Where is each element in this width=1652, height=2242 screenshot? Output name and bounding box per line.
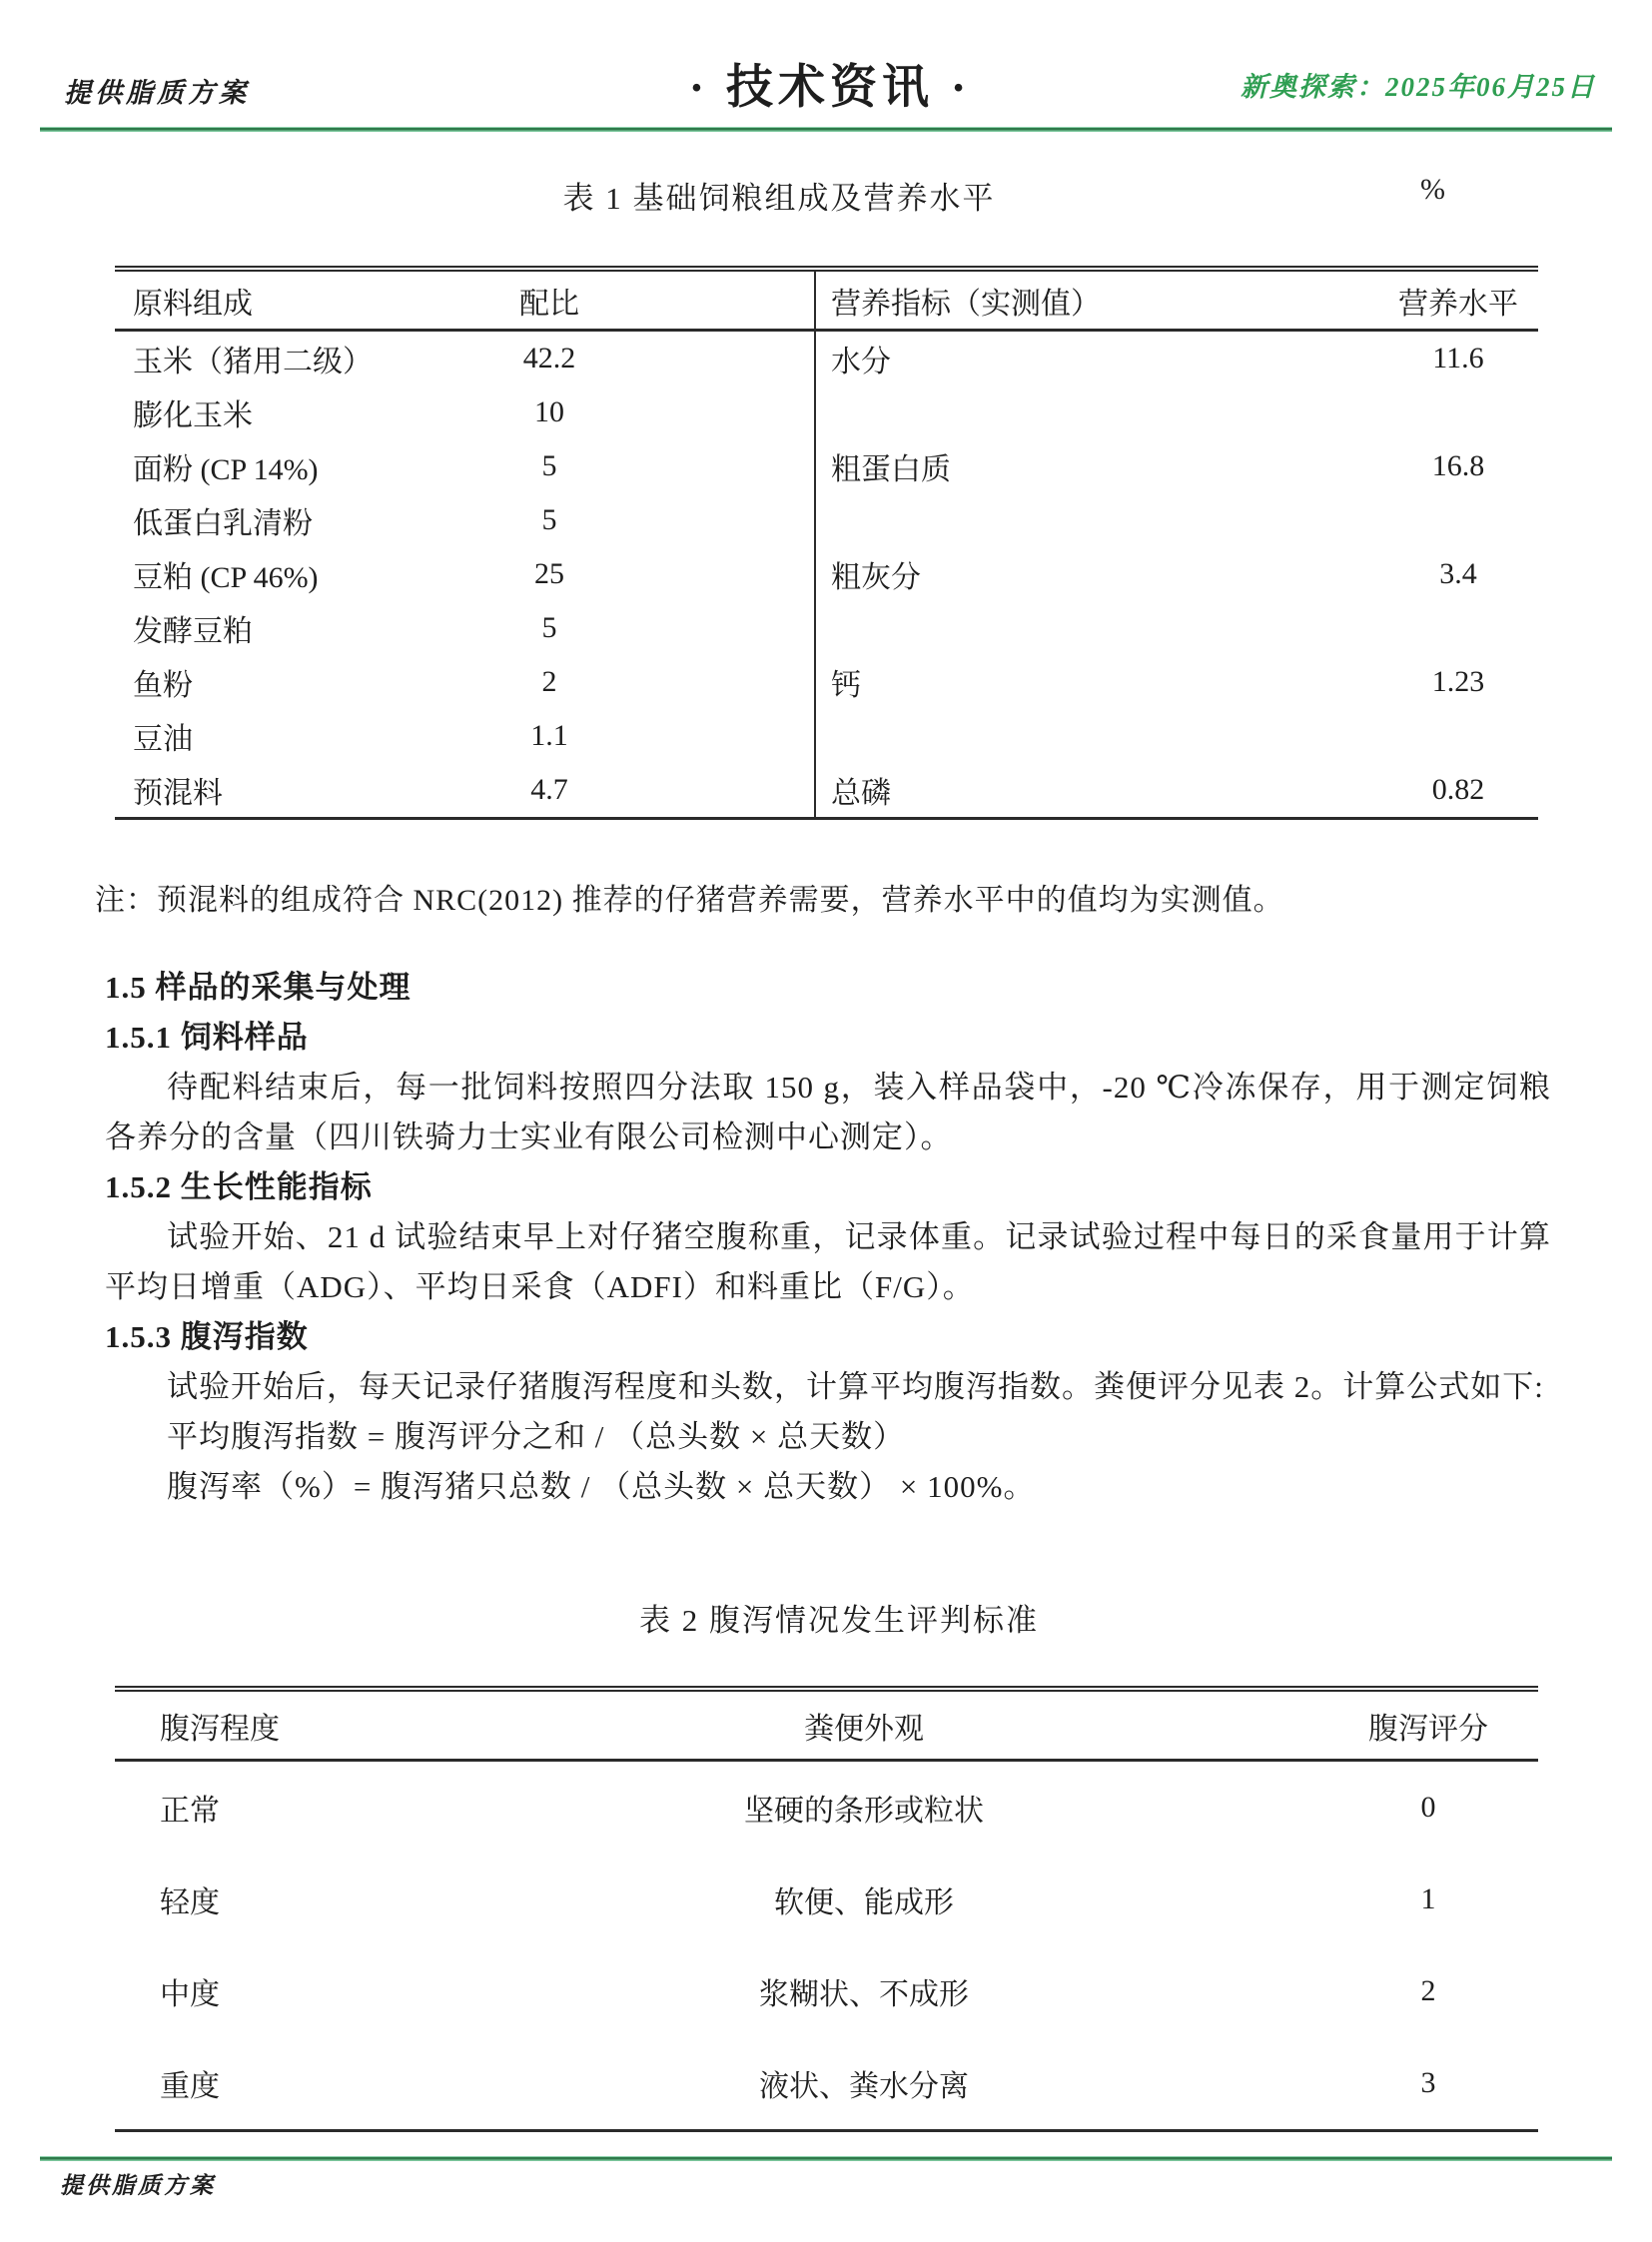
cell-nutrient: 粗灰分 <box>831 561 921 594</box>
cell-ratio: 42.2 <box>522 342 576 374</box>
table-row <box>115 547 1538 601</box>
cell-ratio: 10 <box>534 395 564 428</box>
table-row <box>115 439 1538 493</box>
cell-appearance: 软便、能成形 <box>774 1886 954 1919</box>
cell-ratio: 5 <box>541 503 557 536</box>
cell-degree: 轻度 <box>160 1886 220 1919</box>
cell-ratio: 1.1 <box>530 719 568 752</box>
table1-unit: % <box>1420 173 1445 206</box>
page-header <box>64 50 1596 112</box>
table-row <box>115 763 1538 817</box>
cell-ingredient: 豆油 <box>133 723 193 756</box>
cell-ingredient: 面粉 (CP 14%) <box>133 453 319 486</box>
table2-col-degree: 腹泻程度 <box>160 1712 280 1746</box>
table1-col-ratio: 配比 <box>519 287 579 321</box>
table-row <box>115 2037 1538 2129</box>
cell-nutrient: 粗蛋白质 <box>831 453 951 486</box>
formula-diarrhea-index: 平均腹泻指数 = 腹泻评分之和 / （总头数 × 总天数） <box>167 1419 906 1454</box>
cell-ingredient: 低蛋白乳清粉 <box>133 507 313 540</box>
cell-level: 0.82 <box>1431 773 1485 806</box>
table1-col-nutrient: 营养指标（实测值） <box>831 287 1101 321</box>
table1-col-level: 营养水平 <box>1398 287 1518 321</box>
footer-rule <box>40 2156 1612 2161</box>
table-row <box>115 385 1538 439</box>
cell-ratio: 25 <box>534 557 564 590</box>
table-row <box>115 1854 1538 1945</box>
cell-degree: 重度 <box>160 2070 220 2103</box>
section-heading-1-5-3: 1.5.3 腹泻指数 <box>105 1319 309 1354</box>
table1-header-row <box>115 272 1538 332</box>
table2-col-score: 腹泻评分 <box>1368 1712 1488 1746</box>
cell-ingredient: 膨化玉米 <box>133 399 253 432</box>
cell-level: 3.4 <box>1439 557 1477 590</box>
cell-ratio: 2 <box>541 665 557 698</box>
cell-ingredient: 玉米（猪用二级） <box>133 346 373 378</box>
header-right-date: 新奥探索：2025年06月25日 <box>1240 72 1596 102</box>
table-row <box>115 1945 1538 2037</box>
table1-col-ingredient: 原料组成 <box>133 287 253 321</box>
header-rule <box>40 127 1612 132</box>
table2-diarrhea-criteria <box>115 1686 1538 2132</box>
cell-ratio: 5 <box>541 611 557 644</box>
header-title: · 技术资讯 · <box>688 62 972 114</box>
header-left-slogan: 提供脂质方案 <box>64 78 250 108</box>
table-row <box>115 655 1538 709</box>
cell-degree: 正常 <box>160 1795 220 1828</box>
cell-degree: 中度 <box>160 1978 220 2011</box>
footer-left-slogan: 提供脂质方案 <box>60 2173 216 2198</box>
cell-level: 11.6 <box>1432 342 1484 374</box>
table-row <box>115 1762 1538 1854</box>
table-row <box>115 493 1538 547</box>
section-heading-1-5-1: 1.5.1 饲料样品 <box>105 1020 309 1055</box>
table-row <box>115 709 1538 763</box>
table2-header-row <box>115 1692 1538 1762</box>
cell-appearance: 坚硬的条形或粒状 <box>744 1795 984 1828</box>
table2-caption: 表 2 腹泻情况发生评判标准 <box>639 1603 1039 1638</box>
cell-score: 2 <box>1420 1974 1436 2007</box>
cell-score: 0 <box>1420 1791 1436 1824</box>
cell-ingredient: 鱼粉 <box>133 669 193 702</box>
cell-score: 1 <box>1420 1882 1436 1915</box>
cell-level: 1.23 <box>1431 665 1485 698</box>
cell-ratio: 5 <box>541 449 557 482</box>
cell-ingredient: 豆粕 (CP 46%) <box>133 561 319 594</box>
paragraph-feed-sample: 待配料结束后，每一批饲料按照四分法取 150 g，装入样品袋中，-20 ℃冷冻保存，用于测定饲粮各养分的含量（四川铁骑力士实业有限公司检测中心测定）。 <box>105 1070 1551 1154</box>
section-heading-1-5-2: 1.5.2 生长性能指标 <box>105 1169 373 1204</box>
cell-ratio: 4.7 <box>530 773 568 806</box>
cell-score: 3 <box>1420 2066 1436 2099</box>
cell-appearance: 浆糊状、不成形 <box>759 1978 969 2011</box>
table1-caption: 表 1 基础饲粮组成及营养水平 <box>562 181 996 216</box>
cell-appearance: 液状、粪水分离 <box>759 2070 969 2103</box>
paragraph-diarrhea-index: 试验开始后，每天记录仔猪腹泻程度和头数，计算平均腹泻指数。粪便评分见表 2。计算公式如下: <box>167 1369 1544 1404</box>
cell-nutrient: 总磷 <box>831 777 891 810</box>
paragraph-growth-performance: 试验开始、21 d 试验结束早上对仔猪空腹称重，记录体重。记录试验过程中每日的采食量用于计算平均日增重（ADG）、平均日采食（ADFI）和料重比（F/G）。 <box>105 1219 1551 1304</box>
cell-nutrient: 水分 <box>831 346 891 378</box>
body-text <box>105 963 1551 1512</box>
formula-diarrhea-rate: 腹泻率（%）= 腹泻猪只总数 / （总头数 × 总天数） × 100%。 <box>167 1469 1036 1504</box>
table1-note: 注：预混料的组成符合 NRC(2012) 推荐的仔猪营养需要，营养水平中的值均为实测值。 <box>95 884 1284 917</box>
table2-col-appearance: 粪便外观 <box>804 1712 924 1746</box>
cell-ingredient: 发酵豆粕 <box>133 615 253 648</box>
table-row <box>115 601 1538 655</box>
table-row <box>115 332 1538 385</box>
section-heading-1-5: 1.5 样品的采集与处理 <box>105 970 412 1005</box>
cell-level: 16.8 <box>1431 449 1485 482</box>
table1-feed-composition <box>115 266 1538 820</box>
cell-ingredient: 预混料 <box>133 777 223 810</box>
cell-nutrient: 钙 <box>831 669 861 702</box>
